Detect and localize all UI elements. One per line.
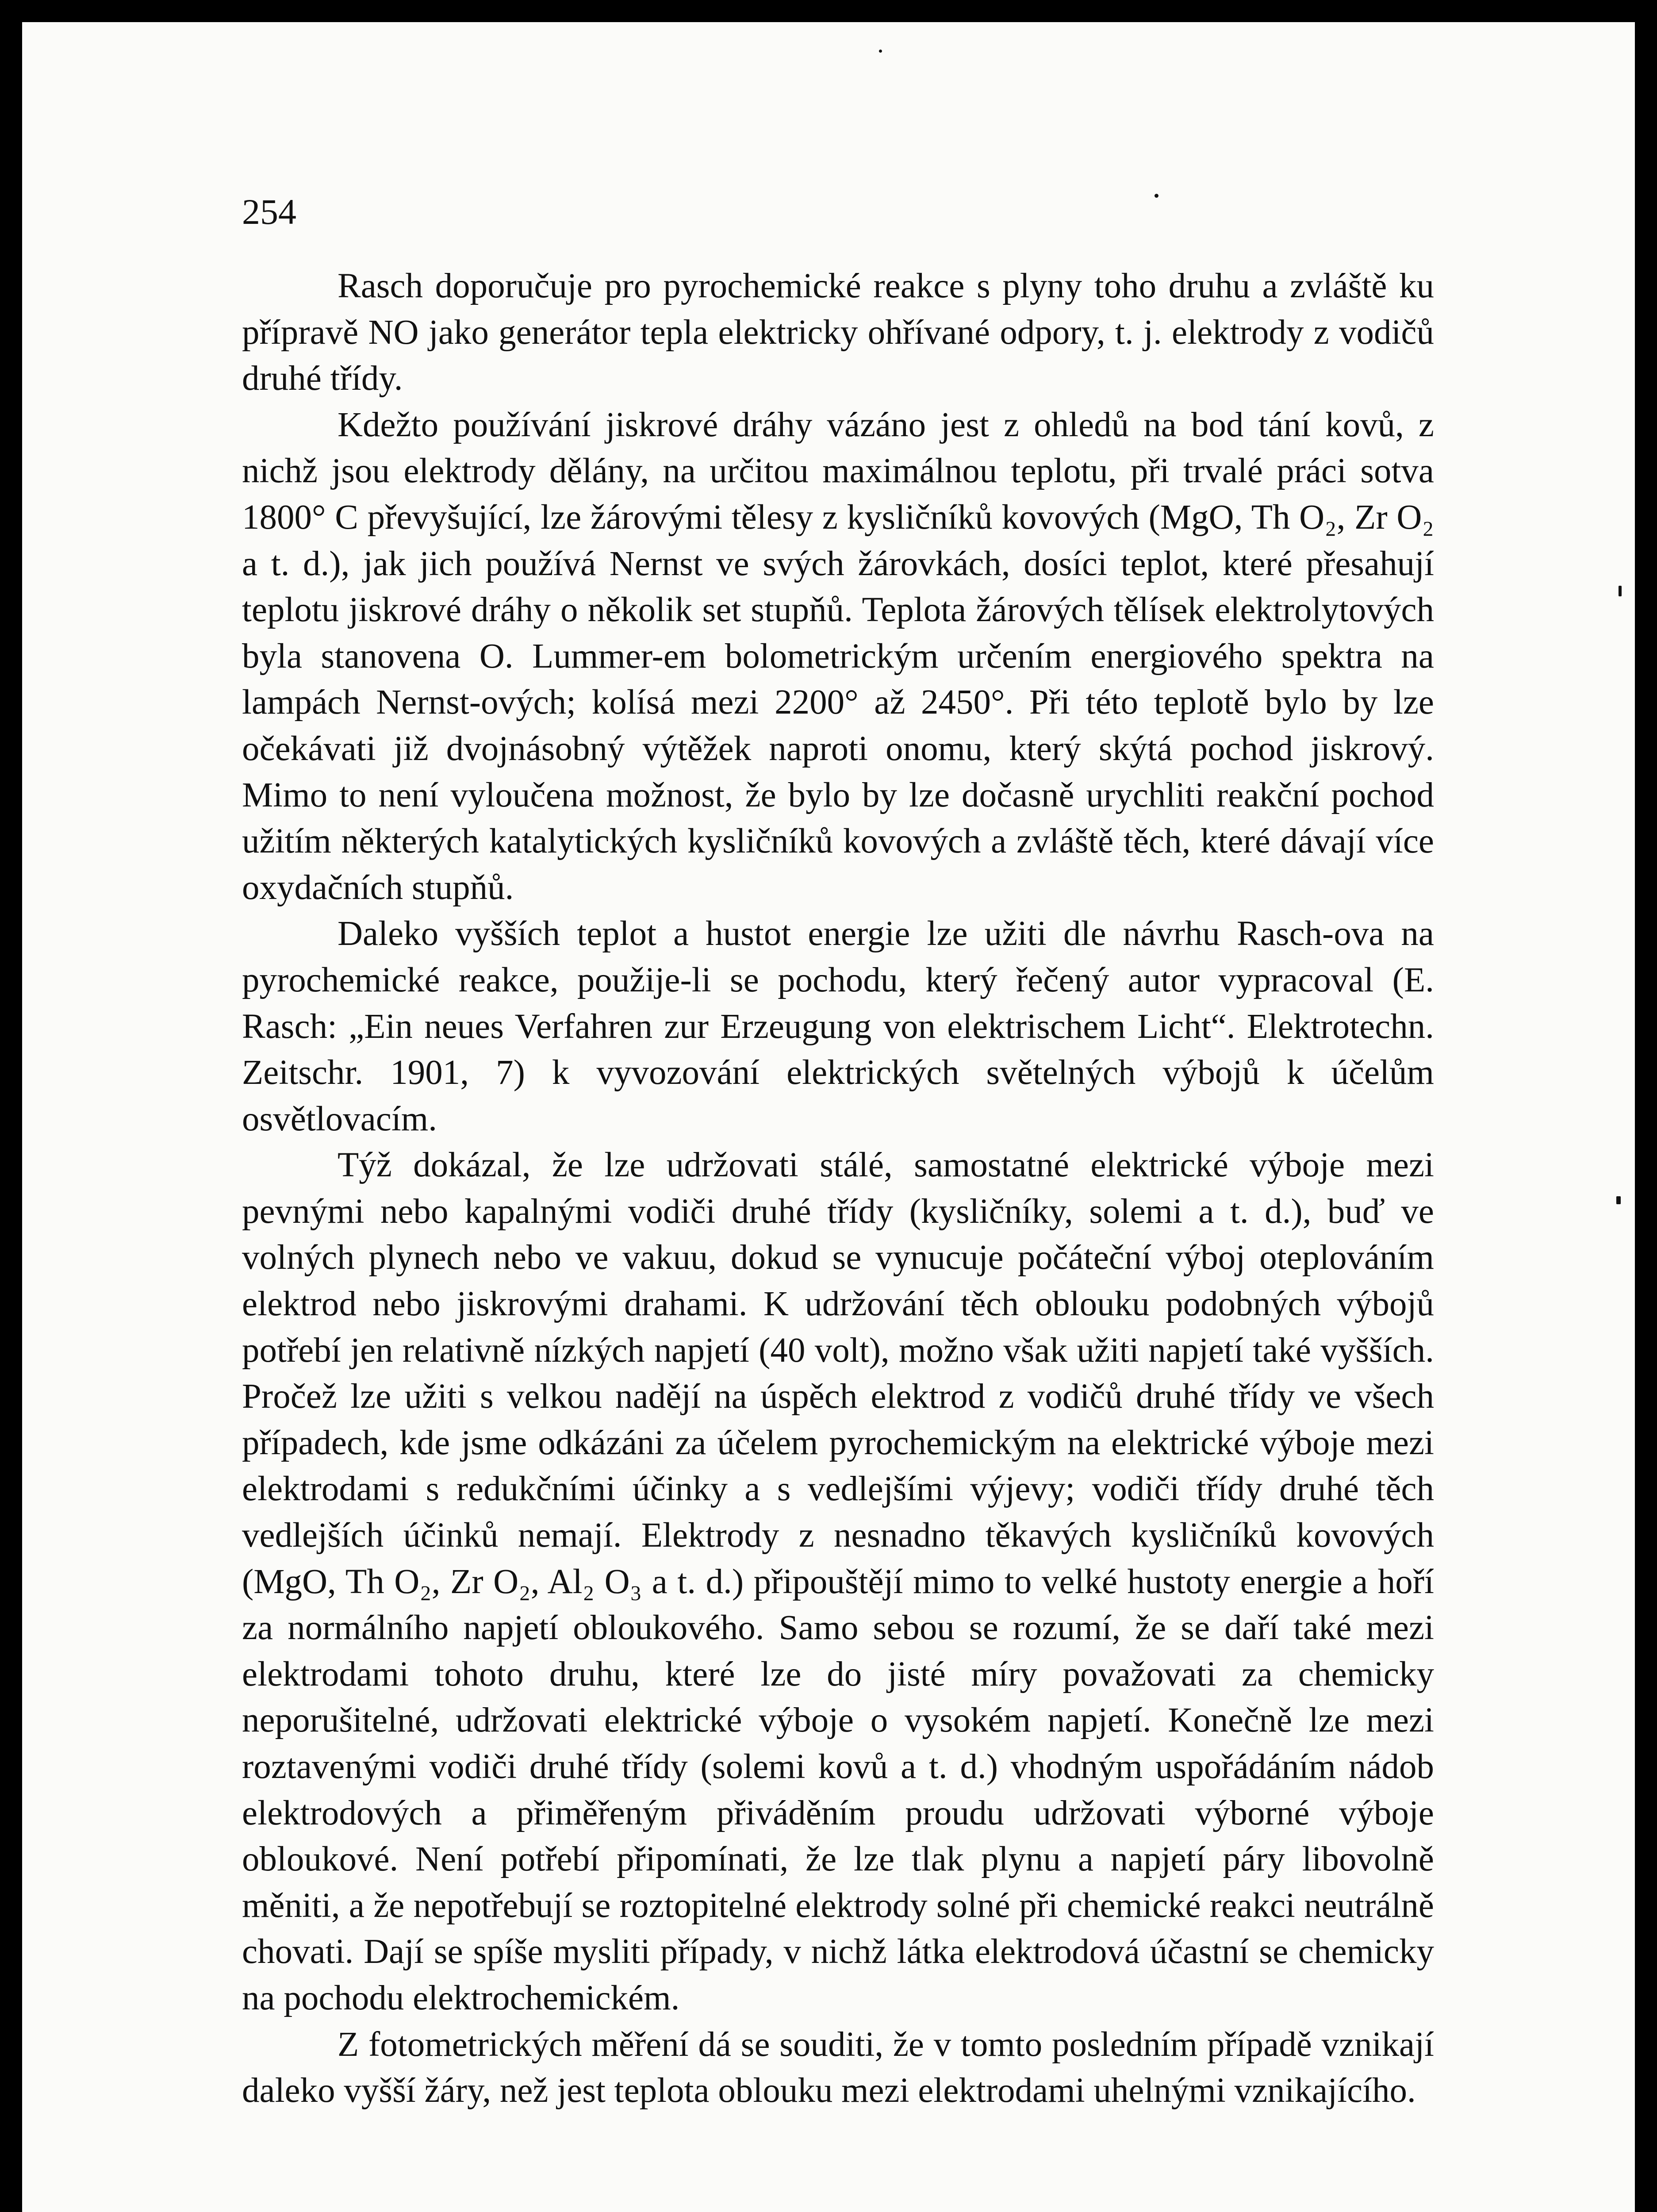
- paragraph-3: Daleko vyšších teplot a hustot energie lze užiti dle návrhu Rasch-ova na pyrochemické reakce, použije-li se pochodu, který řečený autor vypracoval (E. Rasch: „Ein neues Verfahren zur Erzeugung von elektrischem Licht“. Elektrotechn. Zeitschr. 1901, 7) k vyvozování elektrických světelných výbojů k účelům osvětlovacím.: [242, 914, 1434, 1138]
- paragraph-2: Kdežto používání jiskrové dráhy vázáno jest z ohledů na bod tání kovů, z nichž jsou elektrody dělány, na určitou maximálnou teplotu, při trvalé práci sotva 1800° C převyšující, lze žárovými tělesy z kysličníků kovových (MgO, Th O₂, Zr O₂ a t. d.), jak jich používá Nernst ve svých žárovkách, dosíci teplot, které přesahují teplotu jiskrové dráhy o několik set stupňů. Teplota žárových tělísek elektrolytových byla stanovena O. Lummer-em bolometrickým určením energiového spektra na lampách Nernst-ových; kolísá mezi 2200° až 2450°. Při této teplotě bylo by lze očekávati již dvojnásobný výtěžek naproti onomu, který skýtá pochod jiskrový. Mimo to není vyloučena možnost, že bylo by lze dočasně urychliti reakční pochod užitím některých katalytických kysličníků kovových a zvláště těch, které dávají více oxydačních stupňů.: [242, 405, 1434, 907]
- scan-speck: [1619, 586, 1622, 596]
- paragraph-4: Týž dokázal, že lze udržovati stálé, samostatné elektrické výboje mezi pevnými nebo kapalnými vodiči druhé třídy (kysličníky, solemi a t. d.), buď ve volných plynech nebo ve vakuu, dokud se vynucuje počáteční výboj oteplováním elektrod nebo jiskrovými drahami. K udržování těch oblouku podobných výbojů potřebí jen relativně nízkých napjetí (40 volt), možno však užiti napjetí také vyšších. Pročež lze užiti s velkou nadějí na úspěch elektrod z vodičů druhé třídy ve všech případech, kde jsme odkázáni za účelem pyrochemickým na elektrické výboje mezi elektrodami s redukčními účinky a s vedlejšími výjevy; vodiči třídy druhé těch vedlejších účinků nemají. Elektrody z nesnadno těkavých kysličníků kovových (MgO, Th O₂, Zr O₂, Al₂ O₃ a t. d.) připouštějí mimo to velké hustoty energie a hoří za normálního napjetí obloukového. Samo sebou se rozumí, že se daří také mezi elektrodami tohoto druhu, které lze do jisté míry považovati za chemicky neporušitelné, udržovati elektrické výboje o vysokém napjetí. Konečně lze mezi roztavenými vodiči druhé třídy (solemi kovů a t. d.) vhodným uspořádáním nádob elektrodových a přiměřeným přiváděním proudu udržovati výborné výboje obloukové. Není potřebí připomínati, že lze tlak plynu a napjetí páry libovolně měniti, a že nepotřebují se roztopitelné elektrody solné při chemické reakci neutrálně chovati. Dají se spíše mysliti případy, v nichž látka elektrodová účastní se chemicky na pochodu elektrochemickém.: [242, 1146, 1434, 2017]
- page-number: 254: [242, 192, 296, 232]
- scan-speck: [1155, 194, 1158, 198]
- scan-speck: [879, 50, 882, 53]
- book-page: [22, 22, 1635, 2212]
- body-text: [242, 263, 1434, 2114]
- paragraph-1: Rasch doporučuje pro pyrochemické reakce s plyny toho druhu a zvláště ku přípravě NO jako generátor tepla elektricky ohřívané odpory, t. j. elektrody z vodičů druhé třídy.: [242, 267, 1434, 398]
- scan-speck: [1616, 1196, 1621, 1204]
- paragraph-5: Z fotometrických měření dá se souditi, že v tomto posledním případě vznikají daleko vyšší žáry, než jest teplota oblouku mezi elektrodami uhelnými vznikajícího.: [242, 2025, 1434, 2110]
